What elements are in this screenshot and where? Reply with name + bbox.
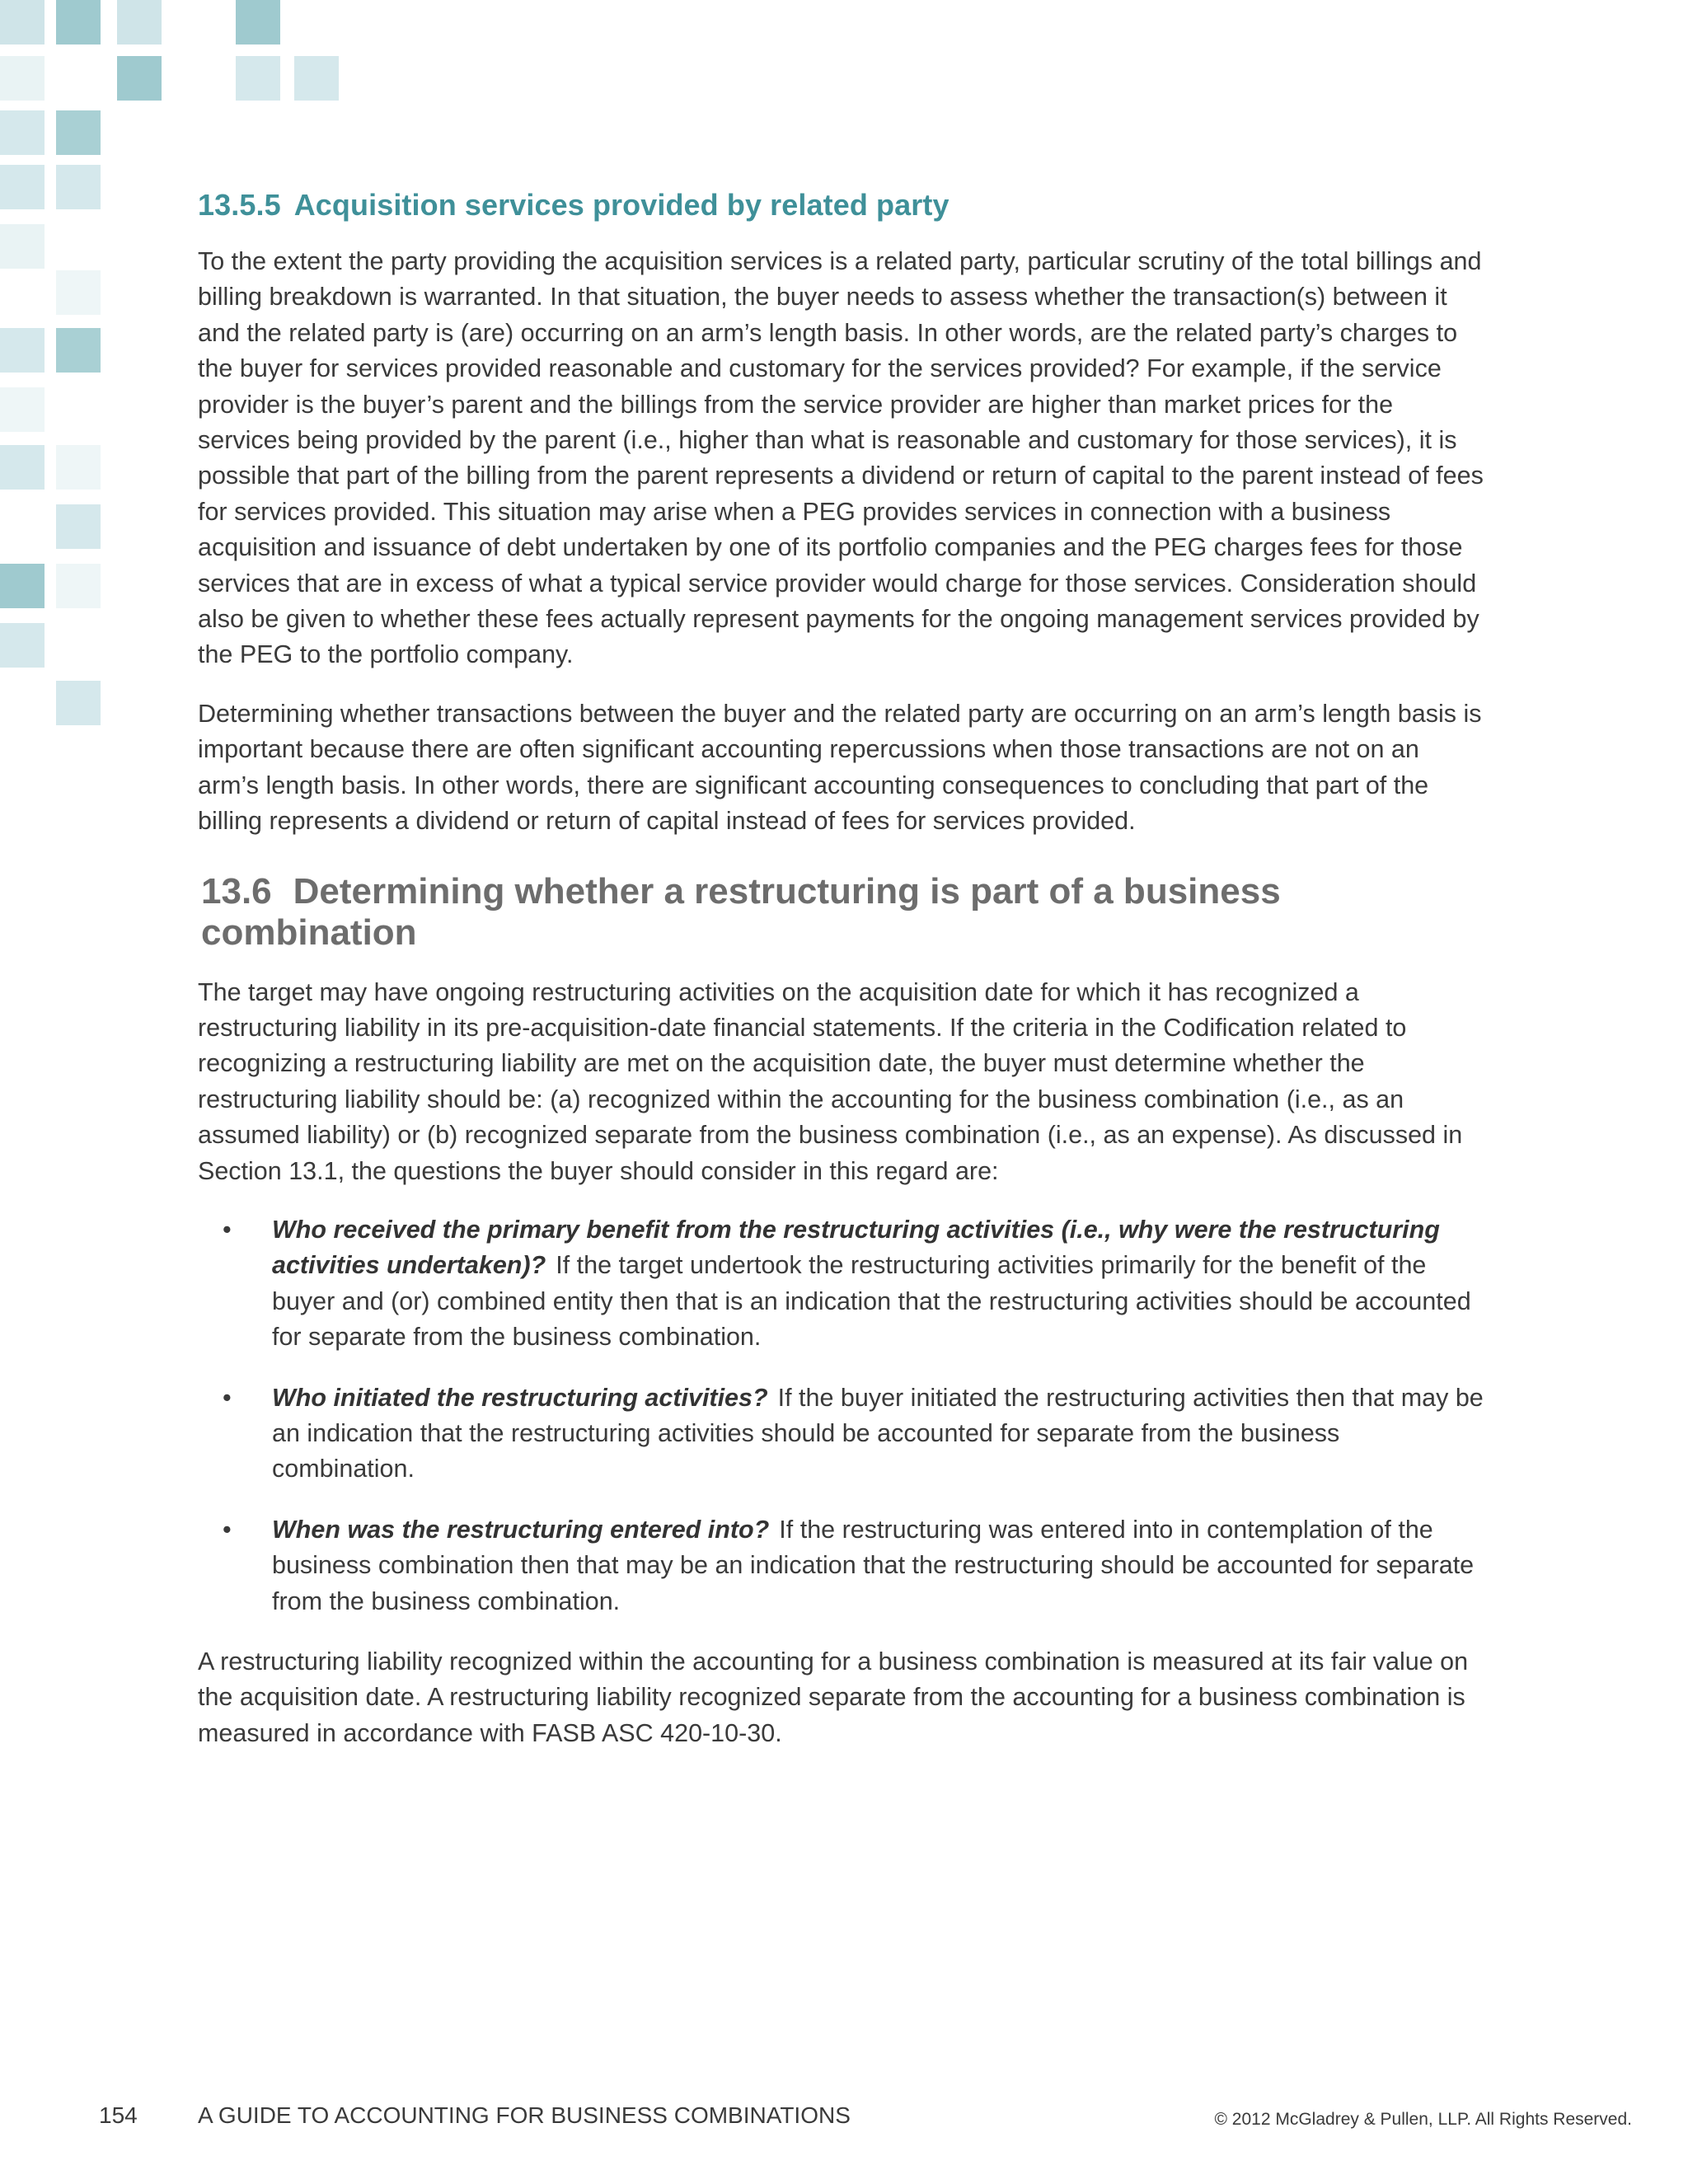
- paragraph-related-party-scrutiny: To the extent the party providing the acquisition services is a related party, particular scrutiny of the total billings and billing breakdown is warranted. In that situation, the buyer needs to assess whether the transaction(s) between it and the related party is (are) occurring on an arm’s length basis. In other words, are the related party’s charges to the buyer for services provided reasonable and customary for the services provided? For example, if the service provider is the buyer’s parent and the billings from the service provider are higher than market prices for the services being provided by the parent (i.e., higher than what is reasonable and customary for those services), it is possible that part of the billing from the parent represents a dividend or return of capital to the parent instead of fees for services provided. This situation may arise when a PEG provides services in connection with a business acquisition and issuance of debt undertaken by one of its portfolio companies and the PEG charges fees for those services that are in excess of what a typical service provider would charge for those services. Consideration should also be given to whether these fees actually represent payments for the ongoing management services provided by the PEG to the portfolio company.: [198, 247, 1484, 669]
- decorative-tile: [56, 270, 101, 315]
- list-item: [198, 1380, 1484, 1488]
- decorative-tile: [0, 110, 45, 155]
- decorative-tile: [56, 328, 101, 373]
- page-content: [198, 188, 1484, 1774]
- bullet-text: If the target undertook the restructuring activities primarily for the benefit of the buyer and (or) combined entity then that is an indication that the restructuring activities should be accounted for separate from the business combination.: [272, 1251, 1471, 1352]
- decorative-tile: [236, 0, 280, 45]
- decorative-tile: [0, 445, 45, 490]
- decorative-tile: [56, 110, 101, 155]
- decorative-tile: [236, 56, 280, 101]
- paragraph-section-intro: The target may have ongoing restructuring activities on the acquisition date for which it has recognized a restructuring liability in its pre-acquisition-date financial statements. If the criteria in the Codification related to recognizing a restructuring liability are met on the acquisition date, the buyer must determine whether the restructuring liability should be: (a) recognized within the accounting for the business combination (i.e., as an assumed liability) or (b) recognized separate from the business combination (i.e., as an expense). As discussed in Section 13.1, the questions the buyer should consider in this regard are:: [198, 977, 1463, 1185]
- decorative-tile: [0, 623, 45, 668]
- decorative-tile: [56, 564, 101, 608]
- paragraph-closing: A restructuring liability recognized within the accounting for a business combination is measured at its fair value on the acquisition date. A restructuring liability recognized separate from the accounting for a business combination is measured in accordance with FASB ASC 420-10-30.: [198, 1647, 1469, 1747]
- decorative-tile: [0, 387, 45, 432]
- decorative-tile: [117, 56, 162, 101]
- bullet-marker: •: [223, 1515, 232, 1544]
- section-heading: [201, 871, 1484, 954]
- bullet-marker: •: [223, 1383, 232, 1412]
- decorative-tile: [294, 56, 339, 101]
- section-title: Determining whether a restructuring is part of a business combination: [201, 870, 1281, 953]
- paragraph-arms-length-importance: Determining whether transactions between the buyer and the related party are occurring on an arm’s length basis is important because there are often significant accounting repercussions when those transactions are not on an arm’s length basis. In other words, there are significant accounting consequences to concluding that part of the billing represents a dividend or return of capital instead of fees for services provided.: [198, 699, 1482, 836]
- subsection-heading: [198, 188, 1484, 223]
- section-number: 13.6: [201, 870, 272, 912]
- decorative-tile: [56, 445, 101, 490]
- decorative-tile: [56, 504, 101, 549]
- decorative-tile: [0, 224, 45, 269]
- decorative-tile: [56, 0, 101, 45]
- bullet-marker: •: [223, 1215, 232, 1244]
- decorative-tile: [56, 681, 101, 725]
- page-number: 154: [99, 2102, 138, 2128]
- decorative-tile: [0, 165, 45, 209]
- bullet-question: When was the restructuring entered into?: [272, 1515, 770, 1544]
- bullet-text: If the restructuring was entered into in contemplation of the business combination then that may be an indication that the restructuring should be accounted for separate from the business combination.: [272, 1515, 1475, 1615]
- footer-copyright: © 2012 McGladrey & Pullen, LLP. All Rights Reserved.: [1214, 2110, 1632, 2129]
- question-list: [198, 1212, 1484, 1619]
- decorative-tile: [0, 328, 45, 373]
- bullet-question: Who initiated the restructuring activities?: [272, 1383, 768, 1412]
- decorative-tile: [117, 0, 162, 45]
- subsection-title: Acquisition services provided by related party: [293, 188, 950, 222]
- list-item: [198, 1512, 1484, 1619]
- decorative-tile: [0, 564, 45, 608]
- bullet-text: If the buyer initiated the restructuring activities then that may be an indication that the restructuring activities should be accounted for separate from the business combination.: [272, 1383, 1484, 1483]
- subsection-number: 13.5.5: [198, 188, 281, 222]
- footer-guide-title: A GUIDE TO ACCOUNTING FOR BUSINESS COMBINATIONS: [198, 2102, 851, 2128]
- list-item: [198, 1212, 1484, 1356]
- decorative-tile: [56, 165, 101, 209]
- bullet-question: Who received the primary benefit from the restructuring activities (i.e., why were the restructuring activities undertaken)?: [272, 1215, 1440, 1280]
- decorative-tile: [0, 56, 45, 101]
- decorative-tile: [0, 0, 45, 45]
